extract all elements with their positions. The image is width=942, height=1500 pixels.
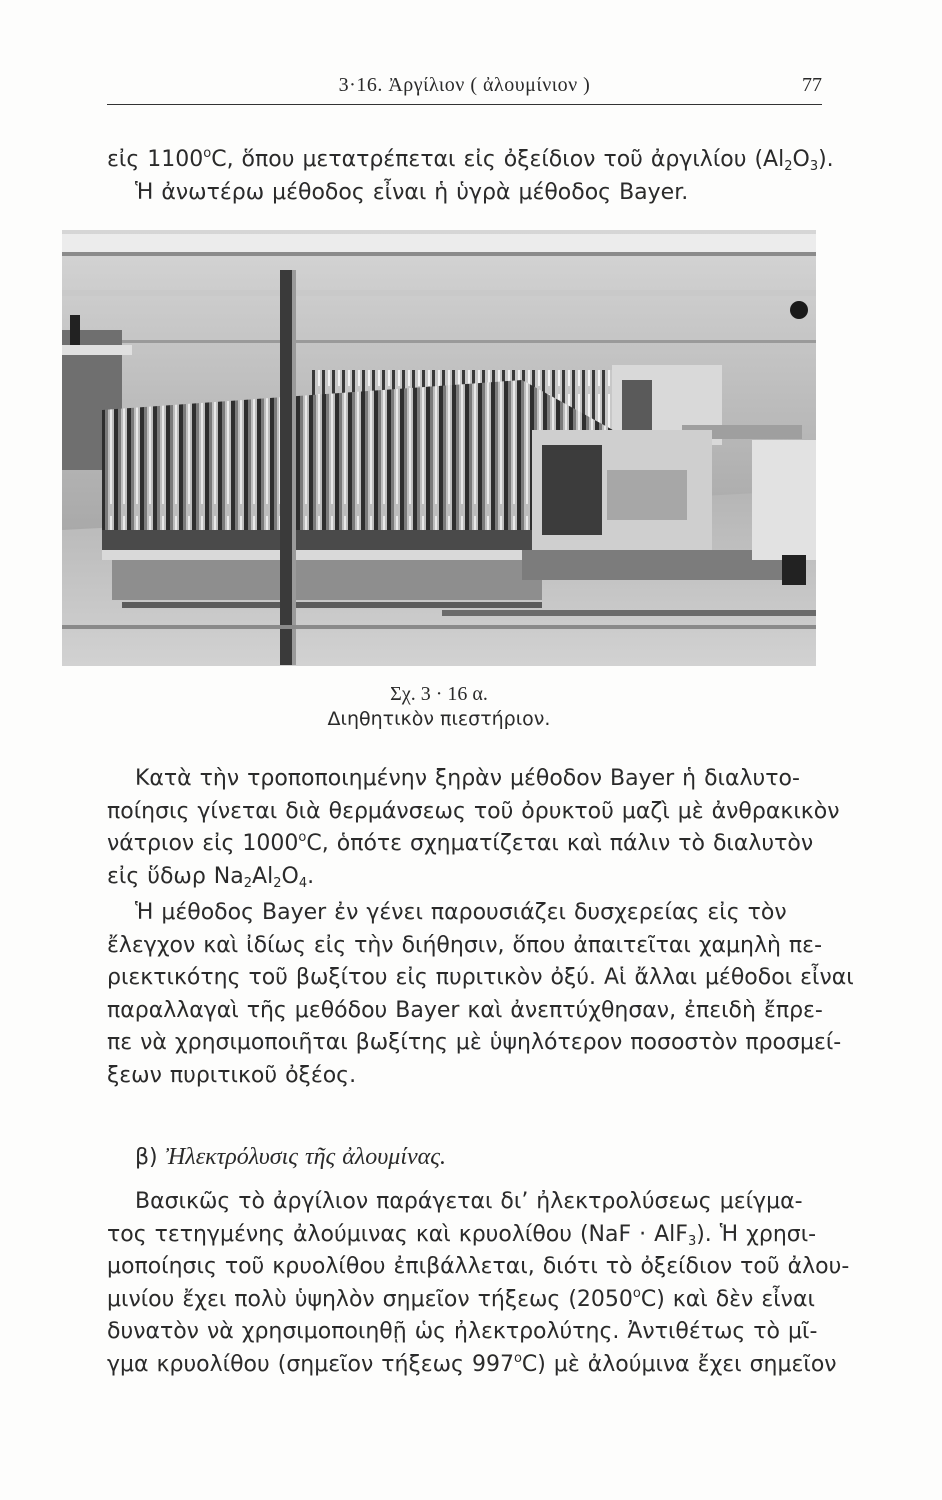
text-line: ριεκτικότης τοῦ βωξίτου εἰς πυριτικὸν ὀξύ. Αἱ ἄλλαι μέθοδοι εἶναι [107,965,854,990]
figure-caption: Διηθητικὸν πιεστήριον. [327,708,551,730]
page-number: 77 [802,74,822,96]
figure-label: Σχ. 3 · 16 α. [390,683,488,705]
text-line: παραλλαγαὶ τῆς μεθόδου Bayer καὶ ἀνεπτύχθησαν, ἐπειδὴ ἔπρε- [107,997,823,1023]
section-heading-line [107,1141,822,1175]
text-line: πε νὰ χρησιμοποιῆται βωξίτης μὲ ὑψηλότερον ποσοστὸν προσμεί- [107,1030,842,1055]
paragraph-electrolysis [107,1186,850,1381]
text-line: μινίου ἔχει πολὺ ὑψηλὸν σημεῖον τήξεως (2050$^o$C) καὶ δὲν εἶναι [107,1285,815,1312]
running-header [107,74,822,104]
text-line: γμα κρυολίθου (σημεῖον τήξεως 997$^o$C) μὲ ἀλούμινα ἔχει σημεῖον [107,1350,837,1377]
text-line: ξεων πυριτικοῦ ὀξέος. [107,1062,357,1088]
paragraph-bayer-difficulties [107,897,854,1092]
header-rule [107,104,822,105]
text-line: δυνατὸν νὰ χρησιμοποιηθῇ ὡς ἠλεκτρολύτης. Ἀντιθέτως τὸ μῖ- [107,1319,818,1344]
running-header-title: 3·16. Ἀργίλιον ( ἀλουμίνιον ) [338,74,591,96]
intro-paragraph [107,144,834,209]
text-line: Βασικῶς τὸ ἀργίλιον παράγεται δι’ ἠλεκτρολύσεως μείγμα- [135,1189,803,1214]
text-line: εἰς 1100$^o$C, ὅπου μετατρέπεται εἰς ὀξείδιον τοῦ ἀργιλίου $(Al_2O_3)$. [107,146,834,174]
text-line: Ἡ ἀνωτέρω μέθοδος εἶναι ἡ ὑγρὰ μέθοδος Bayer. [135,179,689,205]
section-title: Ἠλεκτρόλυσις τῆς ἀλουμίνας. [165,1144,446,1170]
text-line: ἔλεγχον καὶ ἰδίως εἰς τὴν διήθησιν, ὅπου ἀπαιτεῖται χαμηλὴ πε- [107,932,823,958]
section-heading [107,1141,822,1175]
text-line: ποίησις γίνεται διὰ θερμάνσεως τοῦ ὀρυκτοῦ μαζὶ μὲ ἀνθρακικὸν [107,798,840,824]
text-line: μοποίησις τοῦ κρυολίθου ἐπιβάλλεται, διότι τὸ ὀξείδιον τοῦ ἀλου- [107,1254,850,1279]
text-line: Κατὰ τὴν τροποποιημένην ξηρὰν μέθοδον Bayer ἡ διαλυτο- [135,766,800,791]
section-marker: β) [135,1145,158,1170]
text-line: νάτριον εἰς 1000$^o$C, ὁπότε σχηματίζεται καὶ πάλιν τὸ διαλυτὸν [107,830,814,856]
text-line: εἰς ὕδωρ $Na_2Al_2O_4$. [107,863,315,891]
paragraph-dry-bayer [107,763,840,893]
text-line: Ἡ μέθοδος Bayer ἐν γένει παρουσιάζει δυσχερείας εἰς τὸν [135,900,787,925]
text-line: τος τετηγμένης ἀλούμινας καὶ κρυολίθου (NaF · AlF$_3$). Ἡ χρησι- [107,1221,817,1249]
filter-press-image [62,230,816,666]
filter-press-photo [62,230,816,666]
